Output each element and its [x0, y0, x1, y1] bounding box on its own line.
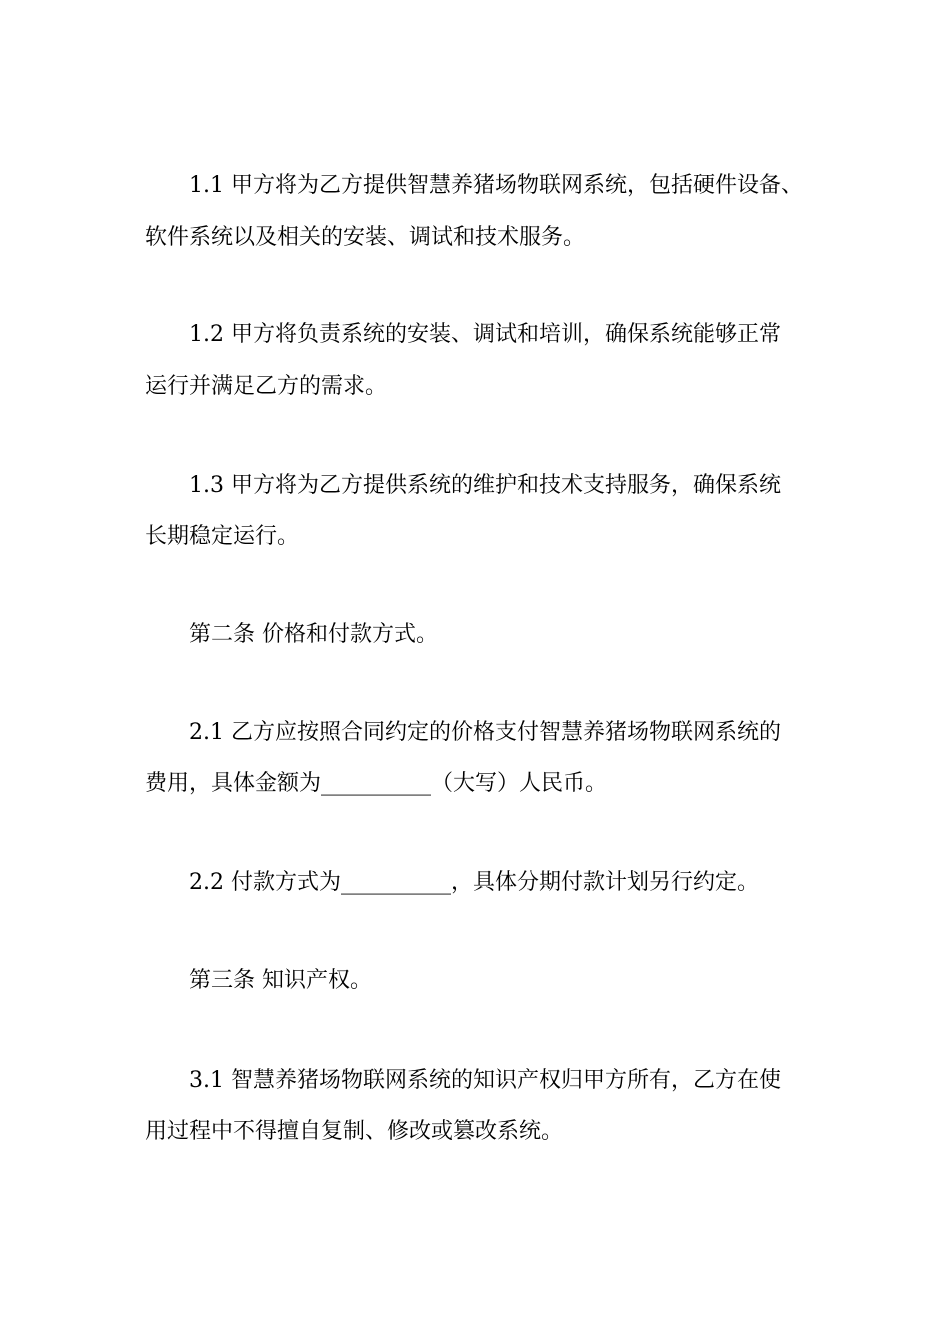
clause-3-1-line-1: 3.1 智慧养猪场物联网系统的知识产权归甲方所有，乙方在使 [189, 1068, 781, 1093]
clause-2-2: 2.2 付款方式为__________，具体分期付款计划另行约定。 [189, 870, 759, 895]
clause-1-1-line-1: 1.1 甲方将为乙方提供智慧养猪场物联网系统，包括硬件设备、 [189, 173, 803, 198]
clause-2-1-line-1: 2.1 乙方应按照合同约定的价格支付智慧养猪场物联网系统的 [189, 720, 781, 745]
clause-3-1-line-2: 用过程中不得擅自复制、修改或篡改系统。 [145, 1119, 564, 1144]
clause-1-3-line-2: 长期稳定运行。 [145, 524, 300, 549]
clause-2-1-line-2: 费用，具体金额为__________（大写）人民币。 [145, 771, 608, 796]
clause-1-2-line-1: 1.2 甲方将负责系统的安装、调试和培训，确保系统能够正常 [189, 322, 781, 347]
article-3-heading: 第三条 知识产权。 [189, 968, 372, 993]
clause-1-1-line-2: 软件系统以及相关的安装、调试和技术服务。 [145, 225, 586, 250]
clause-1-2-line-2: 运行并满足乙方的需求。 [145, 374, 388, 399]
clause-1-3-line-1: 1.3 甲方将为乙方提供系统的维护和技术支持服务，确保系统 [189, 473, 781, 498]
article-2-heading: 第二条 价格和付款方式。 [189, 622, 438, 647]
